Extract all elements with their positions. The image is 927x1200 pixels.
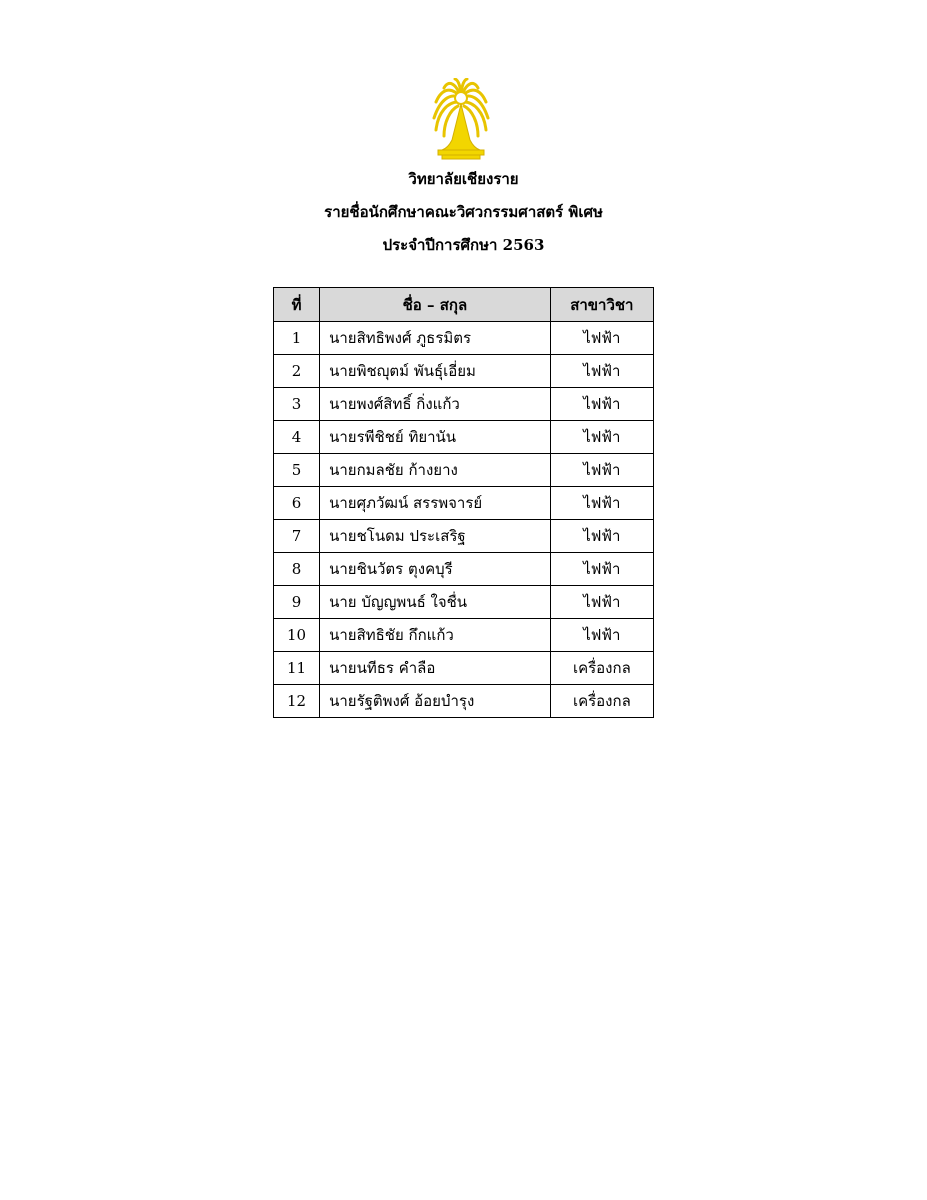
student-table	[273, 287, 654, 718]
row-number: 6	[274, 487, 320, 520]
student-major: ไฟฟ้า	[550, 586, 653, 619]
student-name: นายกมลชัย ก้างยาง	[320, 454, 551, 487]
student-major: ไฟฟ้า	[550, 454, 653, 487]
table-row	[274, 355, 654, 388]
phra-kiao-emblem-icon	[428, 78, 494, 160]
row-number: 2	[274, 355, 320, 388]
row-number: 8	[274, 553, 320, 586]
student-name: นายสิทธิพงศ์ ภูธรมิตร	[320, 322, 551, 355]
row-number: 10	[274, 619, 320, 652]
student-major: ไฟฟ้า	[550, 421, 653, 454]
row-number: 3	[274, 388, 320, 421]
table-row	[274, 322, 654, 355]
student-major: ไฟฟ้า	[550, 388, 653, 421]
table-row	[274, 619, 654, 652]
student-name: นายศุภวัฒน์ สรรพจารย์	[320, 487, 551, 520]
student-name: นายสิทธิชัย กึกแก้ว	[320, 619, 551, 652]
row-number: 11	[274, 652, 320, 685]
student-name: นายรัฐติพงศ์ อ้อยบำรุง	[320, 685, 551, 718]
table-row	[274, 454, 654, 487]
table-row	[274, 586, 654, 619]
table-row	[274, 652, 654, 685]
student-major: ไฟฟ้า	[550, 355, 653, 388]
student-major: เครื่องกล	[550, 685, 653, 718]
row-number: 9	[274, 586, 320, 619]
column-header-major: สาขาวิชา	[550, 288, 653, 322]
student-major: เครื่องกล	[550, 652, 653, 685]
student-name: นาย บัญญพนธ์ ใจชื่น	[320, 586, 551, 619]
table-row	[274, 553, 654, 586]
row-number: 5	[274, 454, 320, 487]
student-major: ไฟฟ้า	[550, 322, 653, 355]
row-number: 7	[274, 520, 320, 553]
student-name: นายชโนดม ประเสริฐ	[320, 520, 551, 553]
document-title: รายชื่อนักศึกษาคณะวิศวกรรมศาสตร์ พิเศษ	[324, 203, 603, 221]
college-name: วิทยาลัยเชียงราย	[408, 170, 519, 188]
row-number: 12	[274, 685, 320, 718]
column-header-name: ชื่อ – สกุล	[320, 288, 551, 322]
student-major: ไฟฟ้า	[550, 520, 653, 553]
row-number: 4	[274, 421, 320, 454]
table-row	[274, 685, 654, 718]
student-name: นายนทีธร คำลือ	[320, 652, 551, 685]
student-major: ไฟฟ้า	[550, 619, 653, 652]
table-row	[274, 421, 654, 454]
row-number: 1	[274, 322, 320, 355]
student-major: ไฟฟ้า	[550, 553, 653, 586]
column-header-no: ที่	[274, 288, 320, 322]
academic-year: ประจำปีการศึกษา 2563	[382, 236, 545, 254]
table-header-row	[274, 288, 654, 322]
student-name: นายพงศ์สิทธิ์ กิ่งแก้ว	[320, 388, 551, 421]
student-major: ไฟฟ้า	[550, 487, 653, 520]
table-row	[274, 520, 654, 553]
table-row	[274, 388, 654, 421]
student-name: นายชินวัตร ตุงคบุรี	[320, 553, 551, 586]
student-name: นายรพีชิชย์ ทิยานัน	[320, 421, 551, 454]
student-name: นายพิชญุตม์ พันธุ์เอี่ยม	[320, 355, 551, 388]
table-row	[274, 487, 654, 520]
